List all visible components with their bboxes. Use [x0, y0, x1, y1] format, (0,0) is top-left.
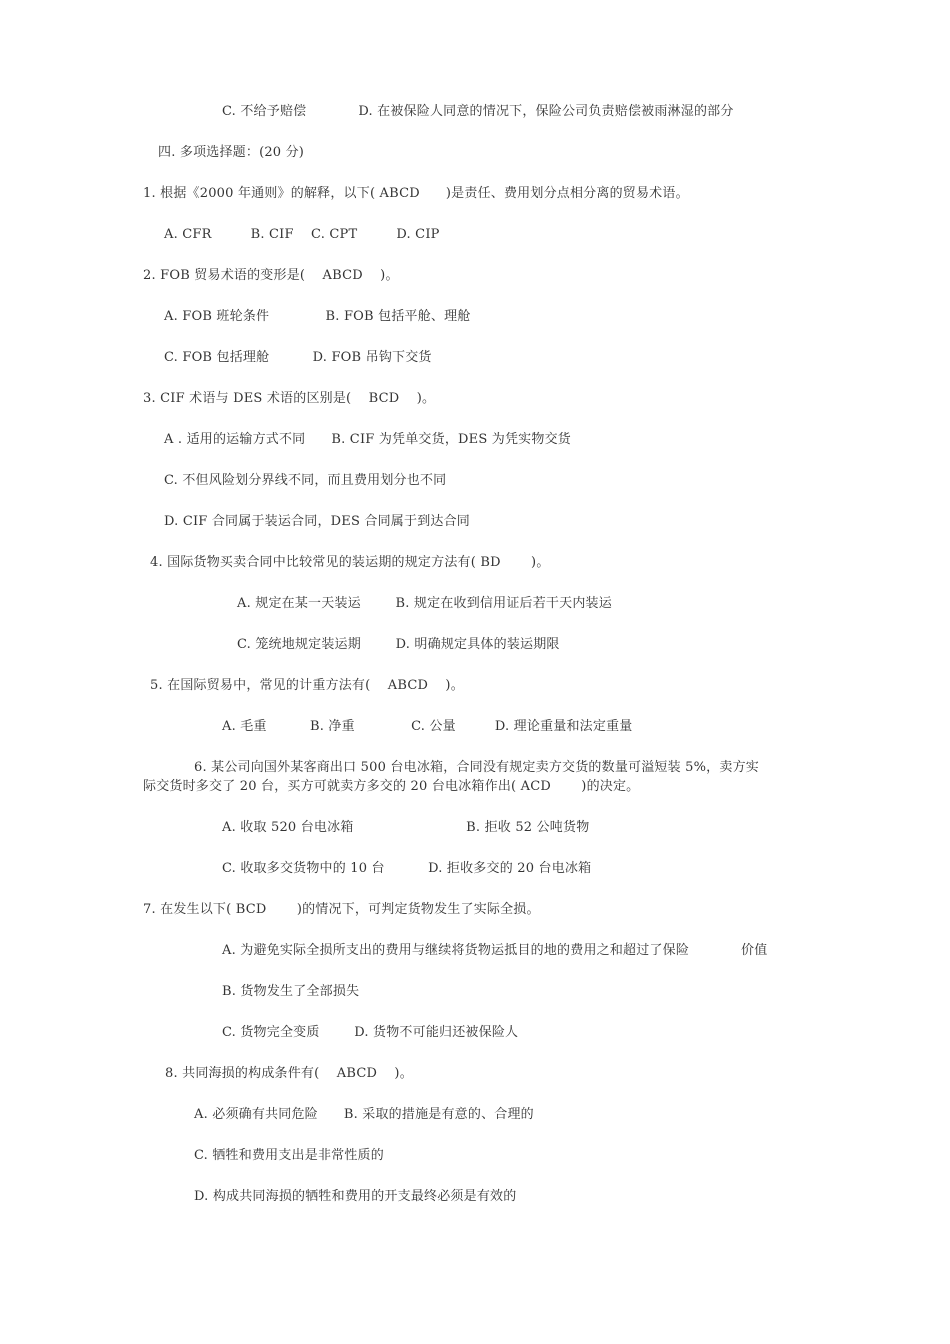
question-6-options-a-b: A. 收取 520 台电冰箱 B. 拒收 52 公吨货物: [222, 820, 590, 835]
question-8-option-c: C. 牺牲和费用支出是非常性质的: [194, 1148, 384, 1163]
question-1-options: A. CFR B. CIF C. CPT D. CIP: [164, 227, 440, 242]
question-7-option-b: B. 货物发生了全部损失: [222, 984, 360, 999]
question-8-option-d: D. 构成共同海损的牺牲和费用的开支最终必须是有效的: [194, 1189, 517, 1204]
question-4: 4. 国际货物买卖合同中比较常见的装运期的规定方法有( BD )。: [150, 555, 550, 570]
question-7: 7. 在发生以下( BCD )的情况下，可判定货物发生了实际全损。: [143, 902, 540, 917]
question-2: 2. FOB 贸易术语的变形是( ABCD )。: [143, 268, 399, 283]
question-3: 3. CIF 术语与 DES 术语的区别是( BCD )。: [143, 391, 436, 406]
question-3-options-a-b: A . 适用的运输方式不同 B. CIF 为凭单交货，DES 为凭实物交货: [164, 432, 571, 447]
question-8-options-a-b: A. 必须确有共同危险 B. 采取的措施是有意的、合理的: [194, 1107, 534, 1122]
question-4-options-a-b: A. 规定在某一天装运 B. 规定在收到信用证后若干天内装运: [237, 596, 612, 611]
question-8: 8. 共同海损的构成条件有( ABCD )。: [165, 1066, 413, 1081]
question-3-option-d: D. CIF 合同属于装运合同，DES 合同属于到达合同: [164, 514, 471, 529]
question-7-options-c-d: C. 货物完全变质 D. 货物不可能归还被保险人: [222, 1025, 519, 1040]
question-4-options-c-d: C. 笼统地规定装运期 D. 明确规定具体的装运期限: [237, 637, 560, 652]
question-3-option-c: C. 不但风险划分界线不同，而且费用划分也不同: [164, 473, 447, 488]
question-7-option-a: A. 为避免实际全损所支出的费用与继续将货物运抵目的地的费用之和超过了保险 价值: [222, 943, 768, 958]
question-6-options-c-d: C. 收取多交货物中的 10 台 D. 拒收多交的 20 台电冰箱: [222, 861, 592, 876]
question-6-line-1: 6. 某公司向国外某客商出口 500 台电冰箱，合同没有规定卖方交货的数量可溢短装 5%，卖方实: [194, 760, 759, 775]
question-5-options: A. 毛重 B. 净重 C. 公量 D. 理论重量和法定重量: [222, 719, 633, 734]
question-2-options-a-b: A. FOB 班轮条件 B. FOB 包括平舱、理舱: [164, 309, 471, 324]
section-heading: 四. 多项选择题：(20 分): [158, 145, 305, 160]
question-2-options-c-d: C. FOB 包括理舱 D. FOB 吊钩下交货: [164, 350, 432, 365]
question-6-line-2: 际交货时多交了 20 台，买方可就卖方多交的 20 台电冰箱作出( ACD )的决定。: [143, 779, 640, 794]
question-5: 5. 在国际贸易中，常见的计重方法有( ABCD )。: [150, 678, 464, 693]
q-prev-options-c-d: C. 不给予赔偿 D. 在被保险人同意的情况下，保险公司负责赔偿被雨淋湿的部分: [222, 104, 734, 119]
question-1: 1. 根据《2000 年通则》的解释，以下( ABCD )是责任、费用划分点相分离的贸易术语。: [143, 186, 689, 201]
